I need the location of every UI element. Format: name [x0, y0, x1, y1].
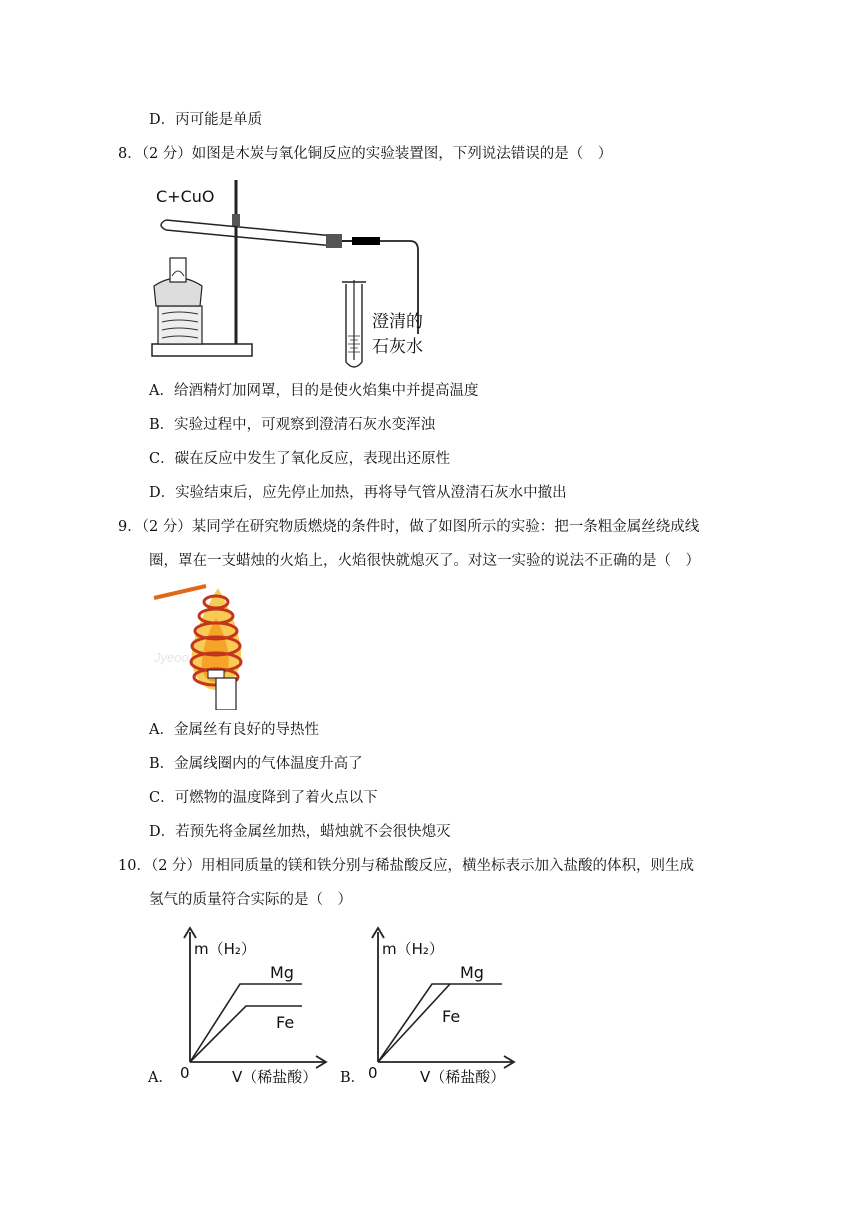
q9-figure-watermark: Jyeoo: [154, 650, 189, 665]
graph-b-origin: 0: [368, 1064, 378, 1082]
q9-option-c: C．可燃物的温度降到了着火点以下: [149, 790, 378, 806]
graph-b-series-mg: Mg: [460, 963, 484, 982]
q9-option-b: B．金属线圈内的气体温度升高了: [149, 756, 363, 772]
graph-a-series-fe: Fe: [276, 1013, 295, 1032]
graph-b-y-axis-label: m（H₂）: [382, 940, 444, 958]
graph-b-series-fe: Fe: [442, 1007, 461, 1026]
q10-stem-line1: 10．（2 分）用相同质量的镁和铁分别与稀盐酸反应，横坐标表示加入盐酸的体积，则生成: [118, 858, 695, 874]
q8-stem: 8．（2 分）如图是木炭与氧化铜反应的实验装置图，下列说法错误的是（ ）: [118, 146, 613, 162]
q10-graph-a: [148, 922, 338, 1092]
q9-option-a: A．金属丝有良好的导热性: [149, 722, 319, 738]
q10-option-a-label: A．: [148, 1070, 173, 1086]
q8-option-b: B．实验过程中，可观察到澄清石灰水变浑浊: [149, 417, 436, 433]
graph-b-x-axis-label: V（稀盐酸）: [420, 1068, 506, 1086]
graph-a-x-axis-label: V（稀盐酸）: [232, 1068, 318, 1086]
q10-stem-line2: 氢气的质量符合实际的是（ ）: [149, 892, 352, 908]
q8-option-c: C．碳在反应中发生了氧化反应，表现出还原性: [149, 451, 451, 467]
graph-a-y-axis-label: m（H₂）: [194, 940, 256, 958]
q9-stem-line1: 9．（2 分）某同学在研究物质燃烧的条件时，做了如图所示的实验：把一条粗金属丝绕成线: [118, 519, 700, 535]
q8-option-d: D．实验结束后，应先停止加热，再将导气管从澄清石灰水中撤出: [149, 485, 567, 501]
q10-graph-b: [336, 922, 526, 1092]
q7-option-d: D．丙可能是单质: [149, 112, 263, 128]
q9-stem-line2: 圈，罩在一支蜡烛的火焰上，火焰很快就熄灭了。对这一实验的说法不正确的是（ ）: [149, 553, 700, 569]
graph-a-origin: 0: [180, 1064, 190, 1082]
q10-option-b-label: B．: [340, 1070, 366, 1086]
limewater-label-line1: 澄清的: [372, 312, 423, 332]
graph-a-series-mg: Mg: [270, 963, 294, 982]
q9-candle-coil-figure: [150, 578, 270, 710]
q8-option-a: A．给酒精灯加网罩，目的是使火焰集中并提高温度: [149, 383, 479, 399]
limewater-label-line2: 石灰水: [372, 337, 423, 357]
q8-apparatus-figure: [148, 174, 448, 374]
q9-option-d: D．若预先将金属丝加热，蜡烛就不会很快熄灭: [149, 824, 451, 840]
reagent-label: C+CuO: [156, 187, 215, 206]
